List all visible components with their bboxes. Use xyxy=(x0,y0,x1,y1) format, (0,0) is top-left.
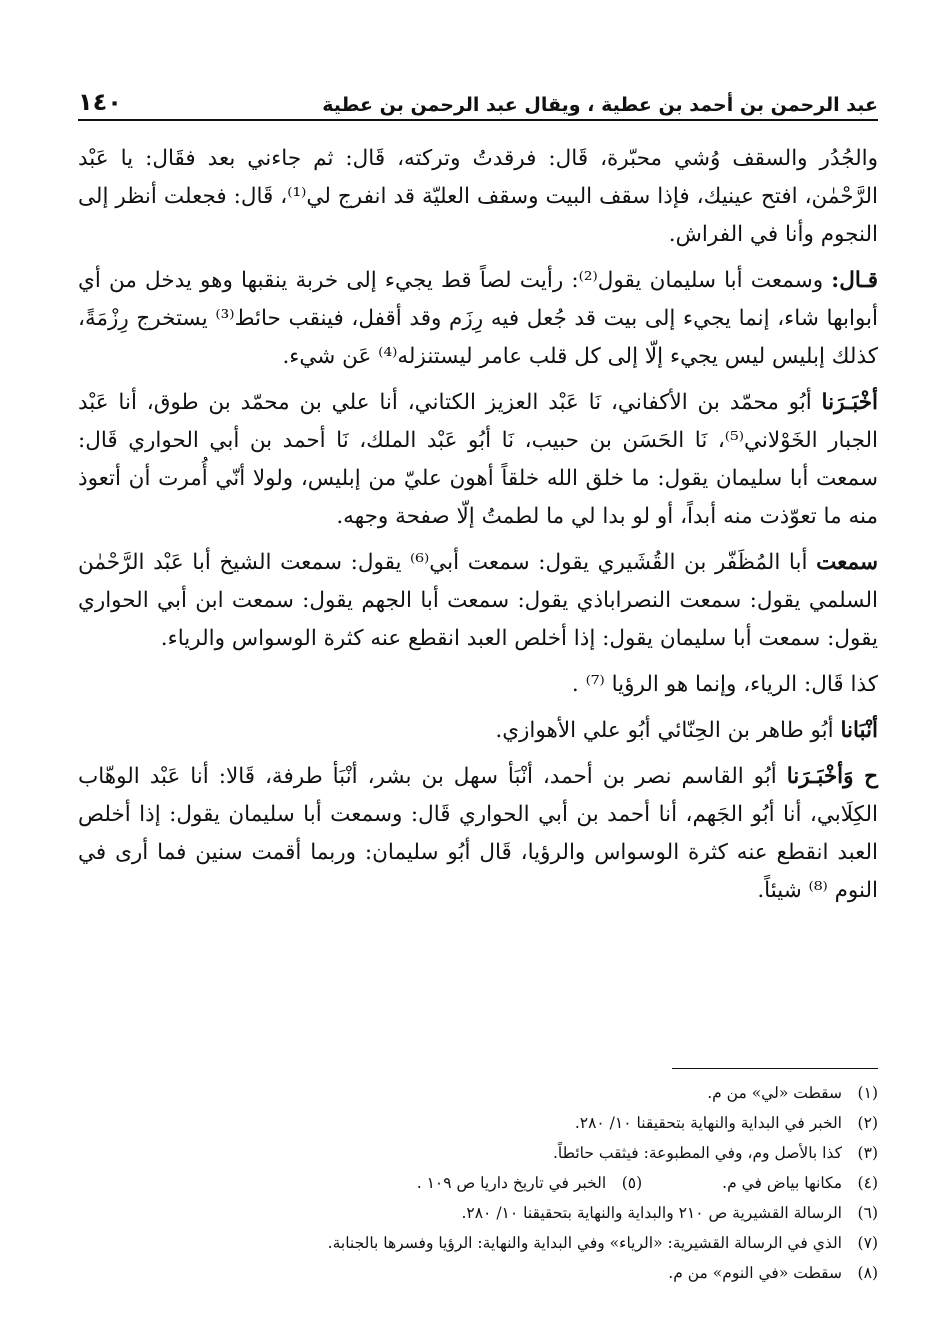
page-header xyxy=(78,78,878,116)
footnote-3: (٣) كذا بالأصل وم، وفي المطبوعة: فيثقب حائطاً. xyxy=(552,1144,878,1162)
main-text xyxy=(78,140,878,918)
paragraph-6: أنْبَانا أبُو طاهر بن الحِنّائي أبُو علي الأهوازي. xyxy=(495,718,878,743)
footnote-5-text: الخبر في تاريخ داريا ص ١٠٩ . xyxy=(416,1174,607,1192)
footnote-4-5: (٤) مكانها بياض في م. (٥) الخبر في تاريخ داريا ص ١٠٩ . xyxy=(78,1168,878,1198)
paragraph-4: سمعت أبا المُظَفّر بن القُشَيري يقول: سمعت أبي⁽⁶⁾ يقول: سمعت الشيخ أبا عَبْد الرَّحْمٰن السلمي يقول: سمعت النصراباذي يقول: سمعت أبا الجهم يقول: سمعت ابن أبي الحواري يقول: سمعت أبا سليمان يقول: إذا أخلص العبد انقطع عنه كثرة الوسواس والرياء. xyxy=(78,550,878,651)
paragraph-2: قـال: وسمعت أبا سليمان يقول⁽²⁾: رأيت لصاً قط يجيء إلى خربة ينقبها وهو يدخل من أي أبوابها شاء، إنما يجيء إلى بيت قد جُعل فيه رِزَم وقد أقفل، فينقب حائط⁽³⁾ يستخرج رِزْمَةً، كذلك إبليس ليس يجيء إلّا إلى كل قلب عامر ليستنزله⁽⁴⁾ عَن شيء. xyxy=(78,268,879,369)
paragraph-lead: أخْبَـرَنا xyxy=(821,390,878,415)
footnote-1: (١) سقطت «لي» من م. xyxy=(707,1084,878,1102)
paragraph-5: كذا قَال: الرياء، وإنما هو الرؤيا ⁽⁷⁾ . xyxy=(571,672,878,697)
footnote-6: (٦) الرسالة القشيرية ص ٢١٠ والبداية والنهاية بتحقيقنا ١٠/ ٢٨٠. xyxy=(461,1204,878,1222)
footnote-separator xyxy=(672,1068,878,1069)
footnote-2: (٢) الخبر في البداية والنهاية بتحقيقنا ١٠/ ٢٨٠. xyxy=(574,1114,878,1132)
footnotes xyxy=(78,1078,878,1288)
page-number: ١٤٠ xyxy=(78,88,122,116)
footnote-5-number: (٥) xyxy=(621,1174,643,1192)
paragraph-1: والجُدُر والسقف وُشي محبّرة، قَال: فرقدتُ وتركته، قَال: ثم جاءني بعد فقَال: يا عَبْد الرَّحْمٰن، افتح عينيك، فإذا سقف البيت وسقف العليّة قد انفرج لي⁽¹⁾، قَال: فجعلت أنظر إلى النجوم وأنا في الفراش. xyxy=(78,146,878,247)
running-title: عبد الرحمن بن أحمد بن عطية ، ويقال عبد الرحمن بن عطية xyxy=(322,94,878,116)
paragraph-lead: قـال: xyxy=(831,268,878,293)
header-rule xyxy=(78,119,878,121)
paragraph-lead: أنْبَانا xyxy=(840,718,878,743)
paragraph-3: أخْبَـرَنا أبُو محمّد بن الأكفاني، نَا عَبْد العزيز الكتاني، أنا علي بن محمّد بن طوق، أنا عَبْد الجبار الخَوْلاني⁽⁵⁾، نَا الحَسَن بن حبيب، نَا أبُو عَبْد الملك، نَا أحمد بن أبي الحواري قَال: سمعت أبا سليمان يقول: ما خلق الله خلقاً أهون عليّ من إبليس، ولولا أنّي أُمرت أن أتعوذ منه ما تعوّذت منه أبداً، أو لو بدا لي ما لطمتُ إلّا صفحة وجهه. xyxy=(78,390,878,529)
footnote-8: (٨) سقطت «في النوم» من م. xyxy=(668,1264,878,1282)
paragraph-7: ح وَأخْبَـرَنا أبُو القاسم نصر بن أحمد، أنْبَأ سهل بن بشر، أنْبَأ طرفة، قَالا: أنا عَبْد الوهّاب الكِلَابي، أنا أبُو الجَهم، أنا أحمد بن أبي الحواري قَال: وسمعت أبا سليمان يقول: إذا أخلص العبد انقطع عنه كثرة الوسواس والرؤيا، قَال أبُو سليمان: وربما أقمت سنين فما أرى في النوم ⁽⁸⁾ شيئاً. xyxy=(78,764,878,903)
footnote-7: (٧) الذي في الرسالة القشيرية: «الرياء» وفي البداية والنهاية: الرؤيا وفسرها بالجنابة. xyxy=(327,1234,878,1252)
paragraph-lead: سمعت xyxy=(816,550,878,575)
paragraph-lead: ح وَأخْبَـرَنا xyxy=(786,764,878,789)
